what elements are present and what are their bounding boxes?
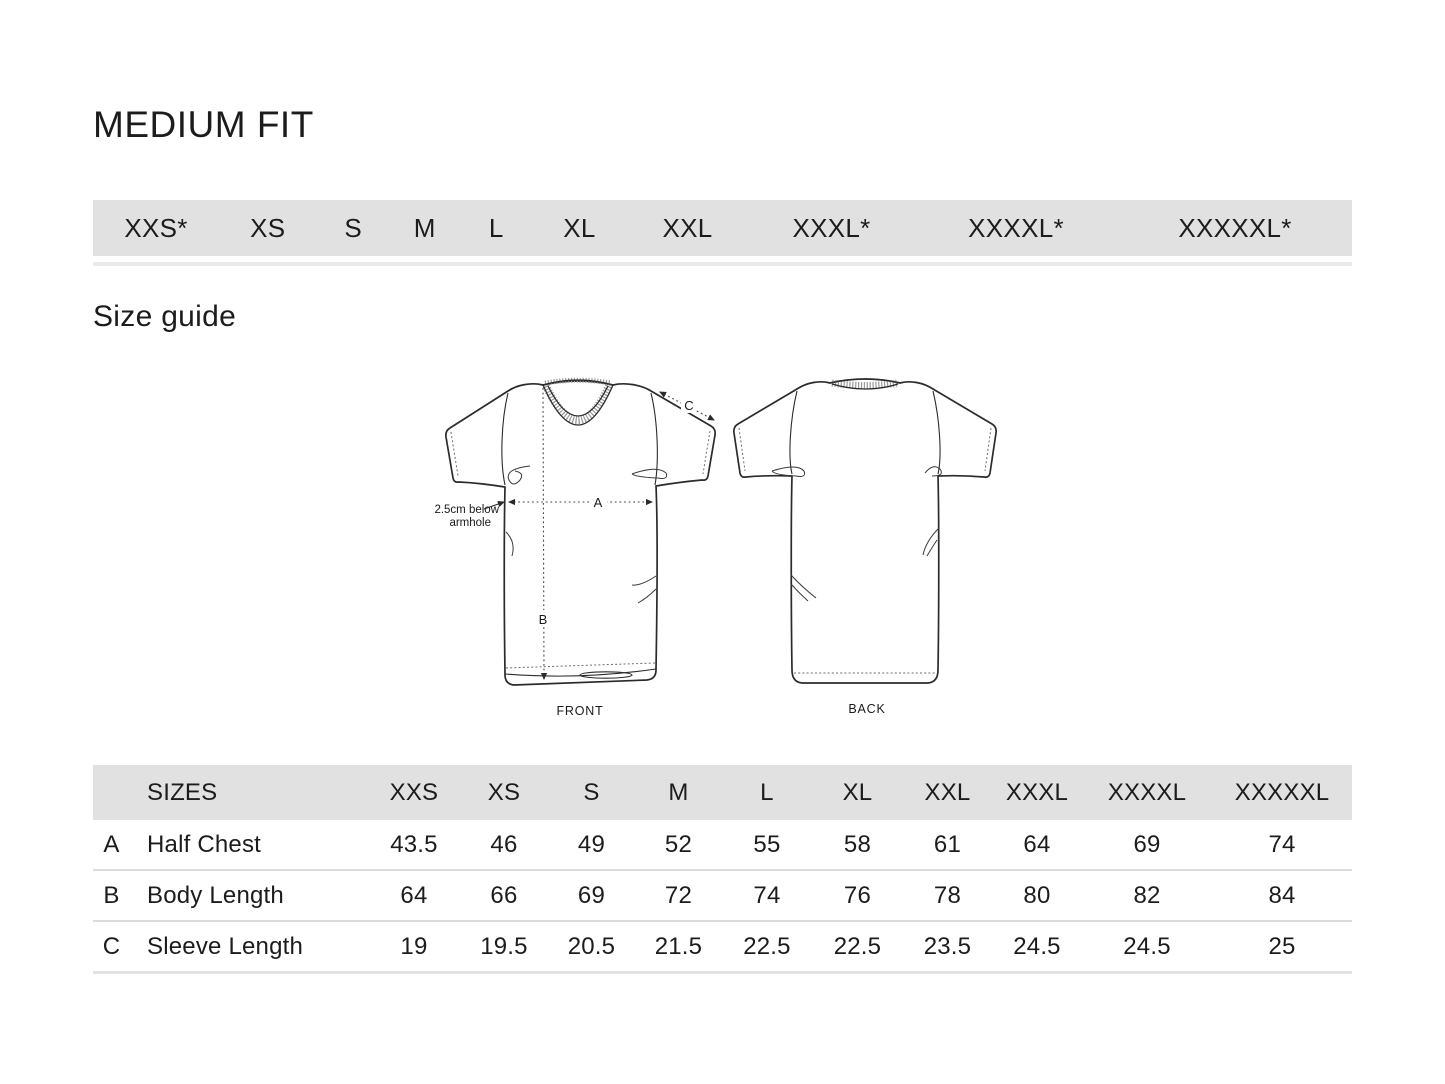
table-cell: 78 bbox=[933, 881, 962, 909]
measure-a-label: A bbox=[593, 495, 603, 510]
header-cell-xxxl: XXXL bbox=[1005, 778, 1069, 806]
size-option-l: L bbox=[488, 212, 504, 243]
table-cell: 74 bbox=[1268, 830, 1296, 858]
header-cell-s: S bbox=[583, 778, 600, 806]
row-label: Sleeve Length bbox=[147, 932, 304, 960]
back-body-outline bbox=[734, 379, 996, 683]
table-cell: 58 bbox=[843, 830, 872, 858]
size-table bbox=[93, 765, 1352, 974]
table-cell: 64 bbox=[400, 881, 428, 909]
table-cell: 76 bbox=[843, 881, 872, 909]
table-cell: 64 bbox=[1023, 830, 1051, 858]
table-cell: 82 bbox=[1133, 881, 1161, 909]
table-cell: 22.5 bbox=[833, 932, 882, 960]
row-letter: B bbox=[103, 881, 120, 909]
table-cell: 22.5 bbox=[743, 932, 791, 960]
header-cell-xxxxl: XXXXL bbox=[1107, 778, 1187, 806]
table-cell: 24.5 bbox=[1123, 932, 1171, 960]
size-availability-bar bbox=[93, 200, 1352, 256]
table-cell: 49 bbox=[577, 830, 606, 858]
size-option-xxxl: XXXL* bbox=[792, 212, 871, 243]
header-cell-empty bbox=[93, 765, 130, 820]
row-letter: A bbox=[103, 830, 120, 858]
header-cell-m: M bbox=[668, 778, 689, 806]
size-option-xxxxxl: XXXXXL* bbox=[1178, 212, 1292, 243]
table-cell: 21.5 bbox=[654, 932, 703, 960]
front-body-outline bbox=[446, 381, 715, 685]
row-label: Half Chest bbox=[147, 830, 262, 858]
table-cell: 72 bbox=[664, 881, 692, 909]
size-option-m: M bbox=[413, 212, 436, 243]
table-cell: 25 bbox=[1268, 932, 1296, 960]
size-option-xs: XS bbox=[250, 212, 286, 243]
table-cell: 23.5 bbox=[923, 932, 972, 960]
table-cell: 84 bbox=[1268, 881, 1296, 909]
header-cell-l: L bbox=[760, 778, 774, 806]
header-cell-xxs: XXS bbox=[389, 778, 439, 806]
header-cell-xxxxxl: XXXXXL bbox=[1234, 778, 1330, 806]
size-option-xxl: XXL bbox=[662, 212, 713, 243]
header-cell-xs: XS bbox=[487, 778, 521, 806]
divider-line bbox=[93, 262, 1352, 266]
front-view bbox=[434, 380, 715, 718]
header-cell-xl: XL bbox=[842, 778, 873, 806]
size-option-s: S bbox=[344, 212, 363, 243]
table-cell: 55 bbox=[753, 830, 781, 858]
header-cell-sizes: SIZES bbox=[147, 778, 218, 806]
row-letter: C bbox=[102, 932, 121, 960]
measure-c-label: C bbox=[684, 398, 694, 413]
table-cell: 74 bbox=[753, 881, 781, 909]
front-view-label: FRONT bbox=[556, 704, 604, 718]
row-label: Body Length bbox=[147, 881, 284, 909]
size-table-header bbox=[93, 765, 1352, 820]
table-cell: 24.5 bbox=[1013, 932, 1061, 960]
table-cell: 69 bbox=[577, 881, 606, 909]
table-cell: 19.5 bbox=[480, 932, 528, 960]
back-view-label: BACK bbox=[848, 702, 886, 716]
table-cell: 66 bbox=[490, 881, 518, 909]
size-option-xxs: XXS* bbox=[124, 212, 188, 243]
back-view bbox=[734, 379, 996, 716]
size-option-xxxxl: XXXXL* bbox=[968, 212, 1064, 243]
table-cell: 20.5 bbox=[567, 932, 616, 960]
table-cell: 19 bbox=[400, 932, 428, 960]
table-cell: 61 bbox=[933, 830, 962, 858]
armhole-note-line2: armhole bbox=[449, 517, 491, 529]
table-cell: 69 bbox=[1133, 830, 1161, 858]
table-row-body-length bbox=[93, 871, 1352, 922]
table-row-half-chest bbox=[93, 820, 1352, 871]
measure-b-label: B bbox=[538, 612, 548, 627]
size-option-xl: XL bbox=[563, 212, 596, 243]
armhole-note-line1: 2.5cm below bbox=[434, 504, 499, 516]
fit-title: MEDIUM FIT bbox=[93, 104, 314, 145]
size-guide-heading: Size guide bbox=[93, 300, 237, 333]
table-cell: 52 bbox=[664, 830, 692, 858]
table-row-sleeve-length bbox=[93, 922, 1352, 974]
header-cell-xxl: XXL bbox=[924, 778, 971, 806]
table-cell: 80 bbox=[1023, 881, 1051, 909]
table-cell: 43.5 bbox=[390, 830, 438, 858]
table-cell: 46 bbox=[490, 830, 518, 858]
tshirt-diagram bbox=[420, 370, 1010, 725]
